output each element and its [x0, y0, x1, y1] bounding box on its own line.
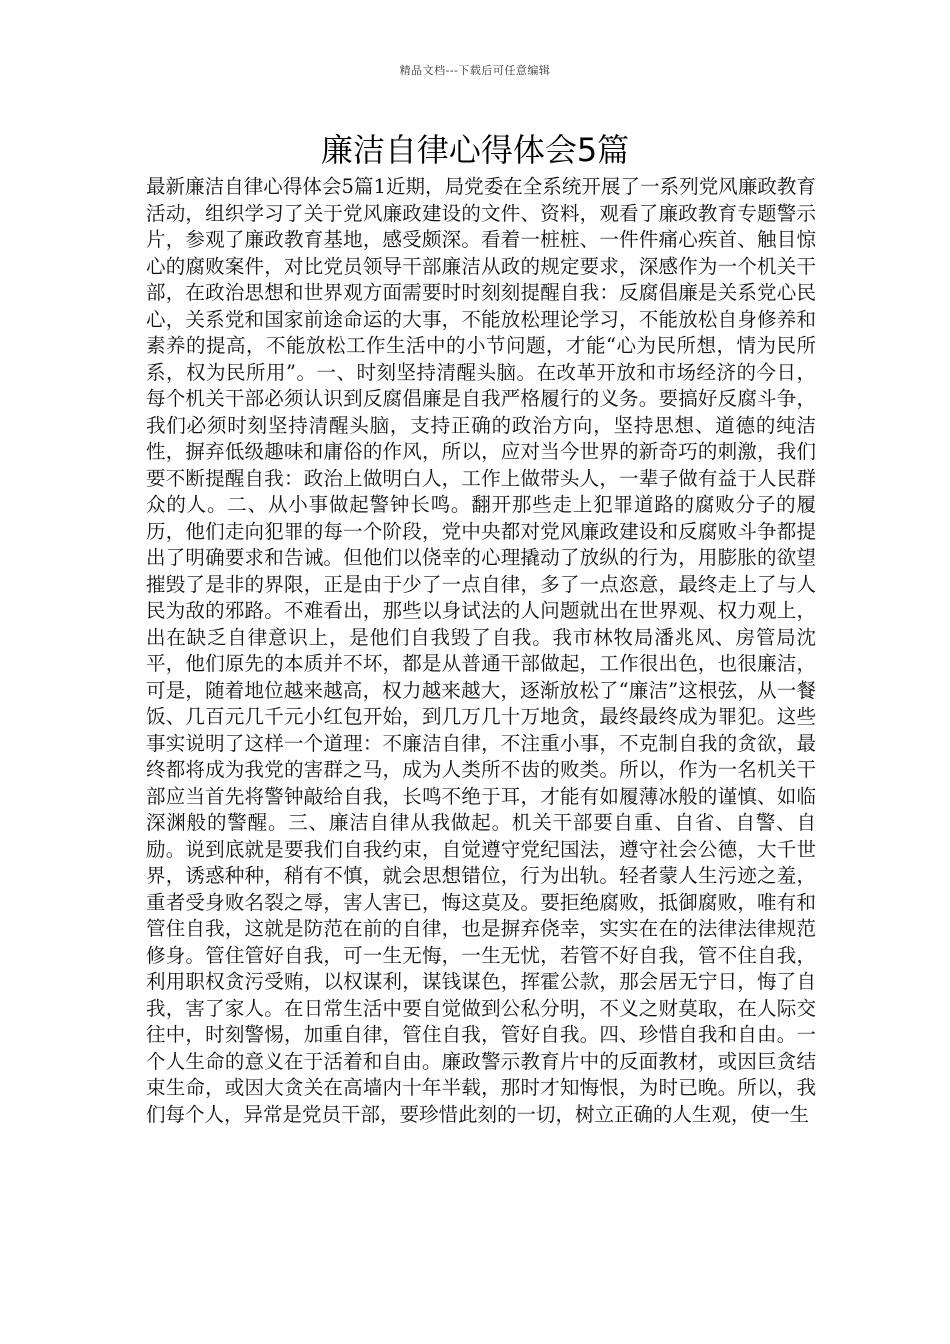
document-body-paragraph: 最新廉洁自律心得体会5篇1近期，局党委在全系统开展了一系列党风廉政教育活动，组织学习了关于党风廉政建设的文件、资料，观看了廉政教育专题警示片，参观了廉政教育基地，感受颇深。看着一桩桩、一件件痛心疾首、触目惊心的腐败案件，对比党员领导干部廉洁从政的规定要求，深感作为一个机关干部，在政治思想和世界观方面需要时时刻刻提醒自我：反腐倡廉是关系党心民心，关系党和国家前途命运的大事，不能放松理论学习，不能放松自身修养和素养的提高，不能放松工作生活中的小节问题，才能“心为民所想，情为民所系，权为民所用”。一、时刻坚持清醒头脑。在改革开放和市场经济的今日，每个机关干部必须认识到反腐倡廉是自我严格履行的义务。要搞好反腐斗争，我们必须时刻坚持清醒头脑，支持正确的政治方向，坚持思想、道德的纯洁性，摒弃低级趣味和庸俗的作风，所以，应对当今世界的新奇巧的刺激，我们要不断提醒自我：政治上做明白人，工作上做带头人，一辈子做有益于人民群众的人。二、从小事做起警钟长鸣。翻开那些走上犯罪道路的腐败分子的履历，他们走向犯罪的每一个阶段，党中央都对党风廉政建设和反腐败斗争都提出了明确要求和告诫。但他们以侥幸的心理撬动了放纵的行为，用膨胀的欲望摧毁了是非的界限，正是由于少了一点自律，多了一点恣意，最终走上了与人民为敌的邪路。不难看出，那些以身试法的人问题就出在世界观、权力观上，出在缺乏自律意识上，是他们自我毁了自我。我市林牧局潘兆风、房管局沈平，他们原先的本质并不坏，都是从普通干部做起，工作很出色，也很廉洁，可是，随着地位越来越高，权力越来越大，逐渐放松了“廉洁”这根弦，从一餐饭、几百元几千元小红包开始，到几万几十万地贪，最终最终成为罪犯。这些事实说明了这样一个道理：不廉洁自律，不注重小事，不克制自我的贪欲，最终都将成为我党的害群之马，成为人类所不齿的败类。所以，作为一名机关干部应当首先将警钟敲给自我，长鸣不绝于耳，才能有如履薄冰般的谨慎、如临深渊般的警醒。三、廉洁自律从我做起。机关干部要自重、自省、自警、自励。说到底就是要我们自我约束，自觉遵守党纪国法，遵守社会公德，大千世界，诱惑种种，稍有不慎，就会思想错位，行为出轨。轻者蒙人生污迹之羞，重者受身败名裂之辱，害人害已，悔这莫及。要拒绝腐败，抵御腐败，唯有和管住自我，这就是防范在前的自律，也是摒弃侥幸，实实在在的法律法律规范修身。管住管好自我，可一生无悔，一生无忧，若管不好自我，管不住自我，利用职权贪污受贿，以权谋利，谋钱谋色，挥霍公款，那会居无宁日，悔了自我，害了家人。在日常生活中要自觉做到公私分明，不义之财莫取，在人际交往中，时刻警惕，加重自律，管住自我，管好自我。四、珍惜自我和自由。一个人生命的意义在于活着和自由。廉政警示教育片中的反面教材，或因巨贪结束生命，或因大贪关在高墙内十年半载，那时才知悔恨，为时已晚。所以，我们每个人，异常是党员干部，要珍惜此刻的一切，树立正确的人生观，使一生: [146, 175, 816, 1126]
page-header-note: 精品文档---下载后可任意编辑: [399, 64, 551, 77]
document-title: 廉洁自律心得体会5篇: [320, 131, 630, 169]
